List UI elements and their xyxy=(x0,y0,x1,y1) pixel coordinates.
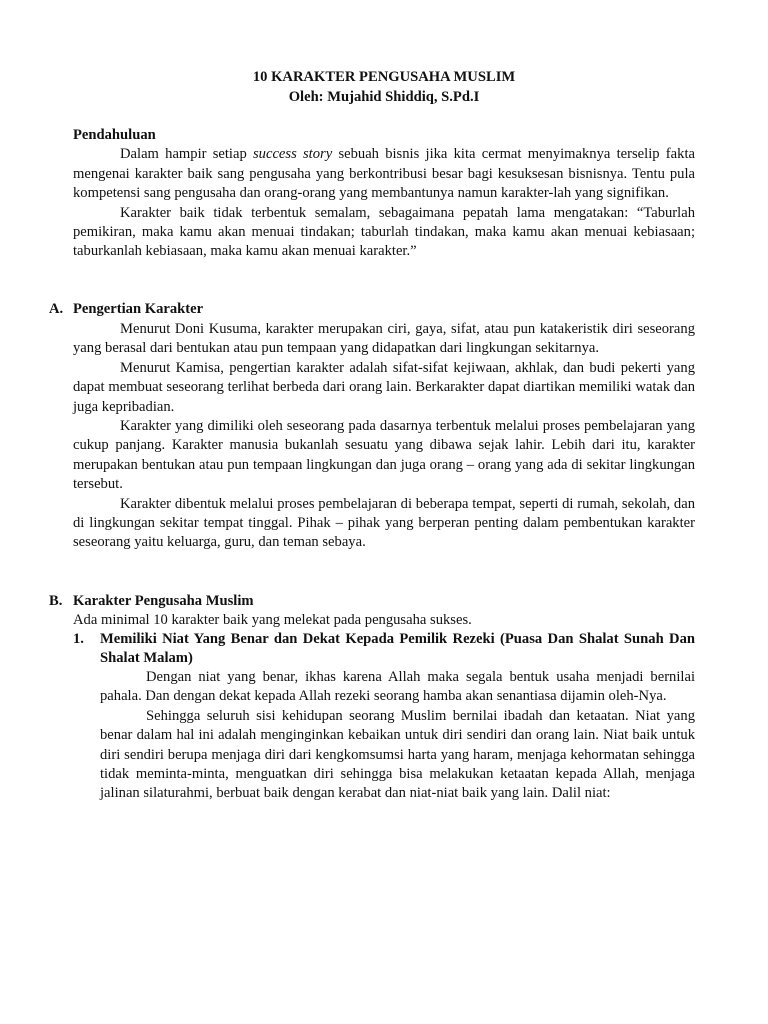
section-a-paragraph-2: Menurut Kamisa, pengertian karakter adalah sifat-sifat kejiwaan, akhlak, dan budi pekerti yang dapat membuat seseorang terlihat berbeda dari orang lain. Berkarakter dapat diartikan memiliki watak dan juga kepribadian. xyxy=(73,359,695,415)
document-author: Oleh: Mujahid Shiddiq, S.Pd.I xyxy=(288,89,480,105)
item-1-paragraph-2: Sehingga seluruh sisi kehidupan seorang Muslim bernilai ibadah dan ketaatan. Niat yang benar dalam hal ini adalah menginginkan kebaikan untuk diri sendiri dan orang lain. Niat baik untuk diri sendiri berupa menjaga diri dari kengkomsumsi harta yang haram, menjaga kehormatan sehingga tidak meminta-minta, menguatkan diri sehingga bisa melakukan ketaatan kepada Allah, menjaga jalinan silaturahmi, berbuat baik dengan kerabat dan niat-niat baik yang lain. Dalil niat: xyxy=(100,707,695,802)
intro-p1-end: sebuah bisnis jika kita cermat menyimaknya terselip fakta mengenai karakter baik sang pengusaha yang berkontribusi besar bagi kesuksesan bisnisnya. Tentu pula kompetensi sang pengusaha dan orang-orang yang membantunya namun karakter-lah yang signifikan. xyxy=(73,146,695,202)
intro-heading: Pendahuluan xyxy=(73,127,156,143)
intro-p1-start: Dalam hampir setiap xyxy=(120,146,253,163)
item-1-title: Memiliki Niat Yang Benar dan Dekat Kepada Pemilik Rezeki (Puasa Dan Shalat Sunah Dan Shalat Malam) xyxy=(100,631,695,667)
intro-section xyxy=(73,126,695,262)
item-1-number: 1. xyxy=(73,631,84,647)
item-1-paragraph-1: Dengan niat yang benar, ikhas karena Allah maka segala bentuk usaha menjadi bernilai pahala. Dan dengan dekat kepada Allah rezeki seorang hamba akan senantiasa dijamin oleh-Nya. xyxy=(100,669,695,705)
intro-p1-emphasis: success story xyxy=(253,146,333,163)
section-b-heading xyxy=(49,592,695,611)
intro-paragraph-1 xyxy=(73,145,695,203)
section-a-body xyxy=(73,320,695,553)
document-title: 10 KARAKTER PENGUSAHA MUSLIM xyxy=(252,69,516,85)
section-a-paragraph-3: Karakter yang dimiliki oleh seseorang pada dasarnya terbentuk melalui proses pembelajaran yang cukup panjang. Karakter manusia bukanlah sesuatu yang dibawa sejak lahir. Lebih dari itu, karakter merupakan bentukan atau pun tempaan lingkungan dan juga orang – orang yang ada di sekitar lingkungan tersebut. xyxy=(73,418,695,493)
section-a-heading xyxy=(49,300,695,319)
section-b-intro-block xyxy=(73,611,695,630)
section-a-paragraph-4: Karakter dibentuk melalui proses pembelajaran di beberapa tempat, seperti di rumah, sekolah, dan di lingkungan sekitar tempat tinggal. Pihak – pihak yang berperan penting dalam pembentukan karakter seseorang yaitu keluarga, guru, dan teman sebaya. xyxy=(73,495,695,551)
section-a-paragraph-1: Menurut Doni Kusuma, karakter merupakan ciri, gaya, sifat, atau pun katakeristik diri seseorang yang berasal dari bentukan atau pun tempaan yang didapatkan dari lingkungan sekitarnya. xyxy=(73,321,695,357)
section-b-title: Karakter Pengusaha Muslim xyxy=(73,593,254,609)
section-b-label: B. xyxy=(49,593,63,609)
item-1-heading xyxy=(73,630,695,669)
section-a-title: Pengertian Karakter xyxy=(73,301,204,317)
section-b-intro: Ada minimal 10 karakter baik yang melekat pada pengusaha sukses. xyxy=(73,612,472,628)
intro-paragraph-2: Karakter baik tidak terbentuk semalam, sebagaimana pepatah lama mengatakan: “Taburlah pemikiran, maka kamu akan menuai tindakan; taburlah tindakan, maka kamu akan menuai kebiasaan; taburkanlah kebiasaan, maka kamu akan menuai karakter.” xyxy=(73,204,695,260)
item-1-body xyxy=(100,668,695,804)
section-a-label: A. xyxy=(49,301,64,317)
